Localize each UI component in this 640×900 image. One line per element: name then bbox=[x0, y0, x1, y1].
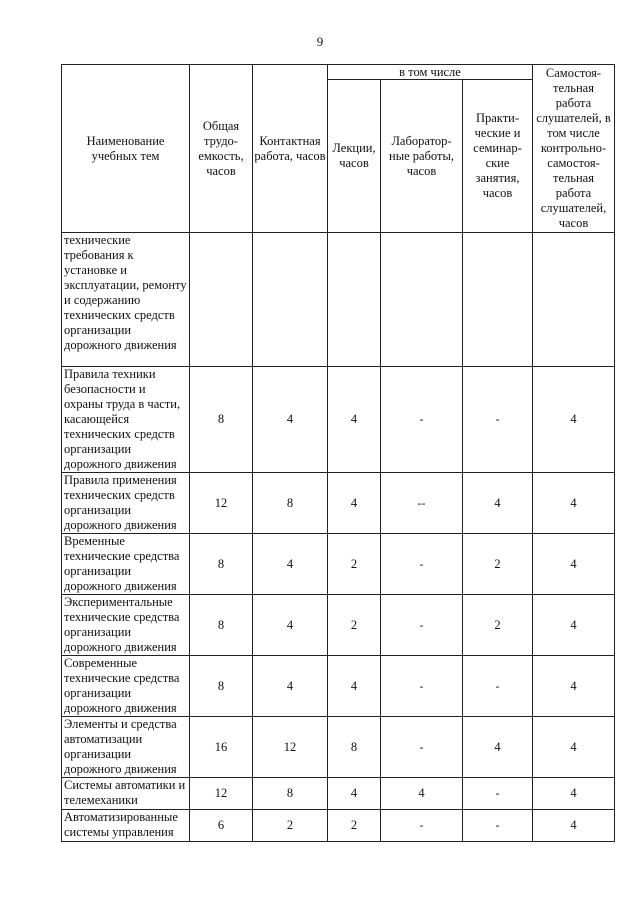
contact-hours: 12 bbox=[253, 717, 328, 778]
practical-hours: - bbox=[463, 367, 533, 473]
lab-hours: 4 bbox=[381, 778, 463, 810]
lecture-hours bbox=[328, 233, 381, 367]
independent-hours: 4 bbox=[533, 717, 615, 778]
practical-hours: - bbox=[463, 656, 533, 717]
contact-hours: 8 bbox=[253, 473, 328, 534]
practical-hours: 2 bbox=[463, 534, 533, 595]
total-hours bbox=[190, 233, 253, 367]
total-hours: 16 bbox=[190, 717, 253, 778]
header-independent-hours: Самостоя-тельная работа слушателей, в том числе контрольно-самостоя-тельная работа слушателей, часов bbox=[533, 65, 615, 233]
topic-name: технические требования к установке и эксплуатации, ремонту и содержанию технических средств организации дорожного движения bbox=[62, 233, 190, 367]
contact-hours bbox=[253, 233, 328, 367]
lecture-hours: 4 bbox=[328, 656, 381, 717]
practical-hours: - bbox=[463, 778, 533, 810]
topic-name: Современные технические средства организации дорожного движения bbox=[62, 656, 190, 717]
table-row bbox=[62, 367, 615, 473]
table-header bbox=[62, 65, 615, 233]
table-body bbox=[62, 233, 615, 842]
total-hours: 8 bbox=[190, 367, 253, 473]
header-including: в том числе bbox=[328, 65, 533, 80]
total-hours: 8 bbox=[190, 534, 253, 595]
lecture-hours: 4 bbox=[328, 367, 381, 473]
lab-hours: - bbox=[381, 595, 463, 656]
independent-hours: 4 bbox=[533, 534, 615, 595]
practical-hours: 4 bbox=[463, 473, 533, 534]
topic-name: Элементы и средства автоматизации организации дорожного движения bbox=[62, 717, 190, 778]
lecture-hours: 2 bbox=[328, 810, 381, 842]
practical-hours: - bbox=[463, 810, 533, 842]
lab-hours: - bbox=[381, 656, 463, 717]
independent-hours: 4 bbox=[533, 473, 615, 534]
practical-hours: 2 bbox=[463, 595, 533, 656]
independent-hours: 4 bbox=[533, 656, 615, 717]
total-hours: 6 bbox=[190, 810, 253, 842]
lab-hours: - bbox=[381, 534, 463, 595]
lab-hours: - bbox=[381, 367, 463, 473]
table-row bbox=[62, 534, 615, 595]
table-row bbox=[62, 656, 615, 717]
lecture-hours: 2 bbox=[328, 595, 381, 656]
table-row bbox=[62, 717, 615, 778]
table-row bbox=[62, 233, 615, 367]
header-topic-name: Наименование учебных тем bbox=[62, 65, 190, 233]
topic-name: Правила применения технических средств организации дорожного движения bbox=[62, 473, 190, 534]
practical-hours bbox=[463, 233, 533, 367]
table-row bbox=[62, 473, 615, 534]
table-row bbox=[62, 810, 615, 842]
topic-name: Правила техники безопасности и охраны труда в части, касающейся технических средств организации дорожного движения bbox=[62, 367, 190, 473]
independent-hours: 4 bbox=[533, 595, 615, 656]
table-row bbox=[62, 595, 615, 656]
lecture-hours: 8 bbox=[328, 717, 381, 778]
page-number: 9 bbox=[316, 34, 324, 49]
contact-hours: 8 bbox=[253, 778, 328, 810]
contact-hours: 4 bbox=[253, 367, 328, 473]
header-total-hours: Общая трудо-емкость, часов bbox=[190, 65, 253, 233]
contact-hours: 4 bbox=[253, 595, 328, 656]
table-row bbox=[62, 778, 615, 810]
independent-hours bbox=[533, 233, 615, 367]
topic-name: Экспериментальные технические средства организации дорожного движения bbox=[62, 595, 190, 656]
lecture-hours: 2 bbox=[328, 534, 381, 595]
topic-name: Системы автоматики и телемеханики bbox=[62, 778, 190, 810]
curriculum-table bbox=[61, 64, 615, 842]
contact-hours: 4 bbox=[253, 534, 328, 595]
topic-name: Временные технические средства организации дорожного движения bbox=[62, 534, 190, 595]
independent-hours: 4 bbox=[533, 367, 615, 473]
header-lab-work: Лаборатор-ные работы, часов bbox=[381, 80, 463, 233]
total-hours: 8 bbox=[190, 656, 253, 717]
independent-hours: 4 bbox=[533, 778, 615, 810]
practical-hours: 4 bbox=[463, 717, 533, 778]
independent-hours: 4 bbox=[533, 810, 615, 842]
header-contact-hours: Контактная работа, часов bbox=[253, 65, 328, 233]
lab-hours bbox=[381, 233, 463, 367]
lab-hours: - bbox=[381, 717, 463, 778]
total-hours: 8 bbox=[190, 595, 253, 656]
total-hours: 12 bbox=[190, 778, 253, 810]
header-lectures: Лекции, часов bbox=[328, 80, 381, 233]
header-practical: Практи-ческие и семинар-ские занятия, часов bbox=[463, 80, 533, 233]
topic-name: Автоматизированные системы управления bbox=[62, 810, 190, 842]
total-hours: 12 bbox=[190, 473, 253, 534]
lecture-hours: 4 bbox=[328, 778, 381, 810]
lab-hours: - bbox=[381, 810, 463, 842]
lab-hours: -- bbox=[381, 473, 463, 534]
contact-hours: 4 bbox=[253, 656, 328, 717]
contact-hours: 2 bbox=[253, 810, 328, 842]
lecture-hours: 4 bbox=[328, 473, 381, 534]
